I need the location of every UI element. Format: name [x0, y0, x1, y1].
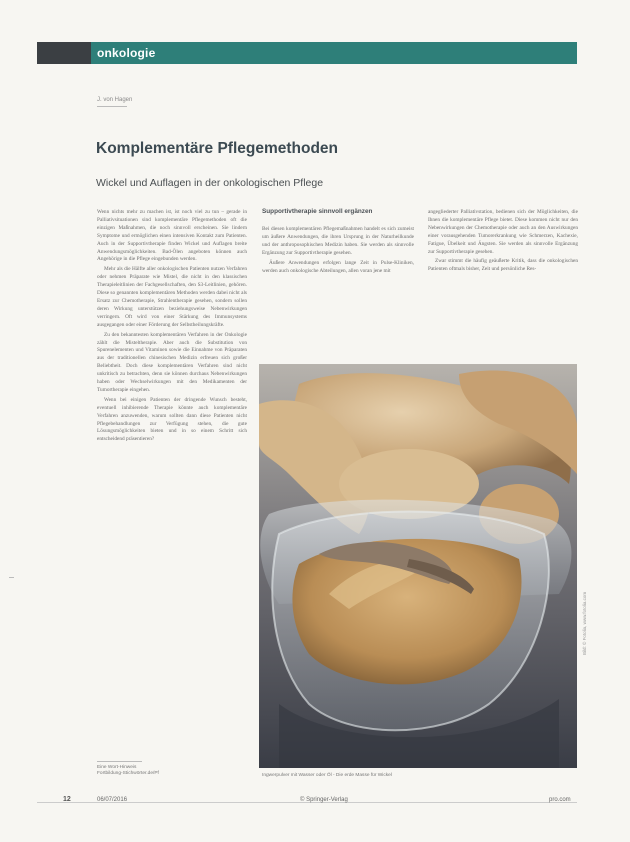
photo-caption: Ingwerpulver mit Wasser oder Öl - Die erde Masse für Wickel: [262, 773, 392, 778]
article-title: Komplementäre Pflegemethoden: [96, 140, 339, 157]
section-marker: [37, 42, 91, 64]
text-column-3: [428, 209, 578, 276]
author-name: J. von Hagen: [97, 97, 133, 103]
paragraph: Mehr als die Hälfte aller onkologischen Patienten nutzen Verfahren oder nehmen Präparate wie Mistel, die nicht in den klassischen Therapieleitlinien der Fachgesellschaften, den S3-Leitlinien, gehören. Diese so genannten komplementären Methoden werden dabei nicht als Ersatz zur Chemotherapie, Strahlentherapie gesehen, sondern sollen deren Wirkung unterstützen beziehungsweise Nebenwirkungen verringern. Oft wird von einer Stärkung des Immunsystems ausgegangen oder einer Förderung der Selbstheilungskräfte.: [97, 266, 247, 328]
paragraph: Zu den bekanntesten komplementären Verfahren in der Onkologie zählt die Misteltherapie. Aber auch die Substitution von Spurenelementen und Vitaminen sowie die Einnahme von Präparaten aus der traditionellen chinesischen Medizin erfreuen sich großer Beliebtheit. Doch diese komplementären Verfahren sind nicht unkritisch zu betrachten, denn sie können durchaus Nebenwirkungen haben oder Wechselwirkungen mit den Medikamenten der Tumortherapie eingehen.: [97, 331, 247, 393]
article-subtitle: Wickel und Auflagen in der onkologischen Pflege: [96, 177, 324, 189]
footnote-line: Eine Wort-Hinweis: [97, 765, 137, 770]
paragraph: Zwar stimmt die häufig geäußerte Kritik, dass die onkologischen Patienten oftmals bisher, Zeit und persönliche Res-: [428, 258, 578, 273]
footnote: [97, 765, 159, 778]
author-rule: [97, 106, 127, 107]
publisher: © Springer-Verlag: [300, 797, 348, 803]
paragraph: Wenn nichts mehr zu machen ist, ist noch viel zu tun – gerade in Palliativsituationen sind komplementäre Pflegemethoden oft die einzigen Maßnahmen, die noch sinnvoll erscheinen. Sie lindern Symptome und ermöglichen einen intensiven Kontakt zum Patienten. Auch in der Supportivtherapie finden Wickel und Auflagen breite Anwendungsmöglichkeiten. Bad-Ölen angeboten können auch Angehörige in die Pflege eingebunden werden.: [97, 209, 247, 263]
paragraph: Bei diesen komplementären Pflegemaßnahmen handelt es sich zumeist um äußere Anwendungen, die ihren Ursprung in der Naturheilkunde und der anthroposophischen Medizin haben. Sie werden als sinnvolle Ergänzung zur Supportivtherapie gesehen.: [262, 226, 414, 256]
paragraph: Wenn bei einigen Patienten der dringende Wunsch besteht, eventuell inhibierende Therapie könnte auch komplementäre Verfahren anzuwenden, warum sollten dann diese Patienten nicht Pflegebehandlungen zur Verfügung stehen, die gute Lösungsmöglichkeiten bieten und in so einem Schritt sich entscheidend präsentieren?: [97, 396, 247, 443]
margin-mark: [9, 577, 14, 578]
section-label: onkologie: [97, 46, 156, 60]
page-number: 12: [63, 796, 71, 803]
issue-date: 06/07/2016: [97, 797, 128, 803]
text-column-2: [262, 226, 414, 277]
paragraph: Äußere Anwendungen erfolgen lange Zeit in Pulse-Kliniken, werden auch onkologische Abteilungen, allen voran jene mit: [262, 259, 414, 274]
footnote-rule: [97, 761, 142, 762]
column-subheading: Supportivtherapie sinnvoll ergänzen: [262, 208, 373, 215]
paragraph: angegliederter Palliativstation, bedienen sich der Möglichkeiten, die Ihnen die komplementäre Pflege bietet. Diese kommen nicht nur den Nebenwirkungen der Chemotherapie oder auch an den Auswirkungen einer vorausgehenden Tumorerkrankung wie Schmerzen, Kachexie, Fatigue, Übelkeit und Ängsten. Sie werden als sinnvolle Ergänzung zur Supportivtherapie gesehen.: [428, 209, 578, 255]
ginger-illustration: [259, 364, 577, 768]
ginger-photo: [259, 364, 577, 768]
photo-credit: Bild: © Fotolia, www.fotolia.com: [582, 591, 587, 655]
section-header: [37, 42, 577, 64]
footnote-line: Fortbildung-Stichwörter.de/Pf: [97, 771, 159, 777]
website: pro.com: [549, 797, 571, 803]
section-band: [91, 42, 577, 64]
text-column-1: [97, 209, 247, 446]
